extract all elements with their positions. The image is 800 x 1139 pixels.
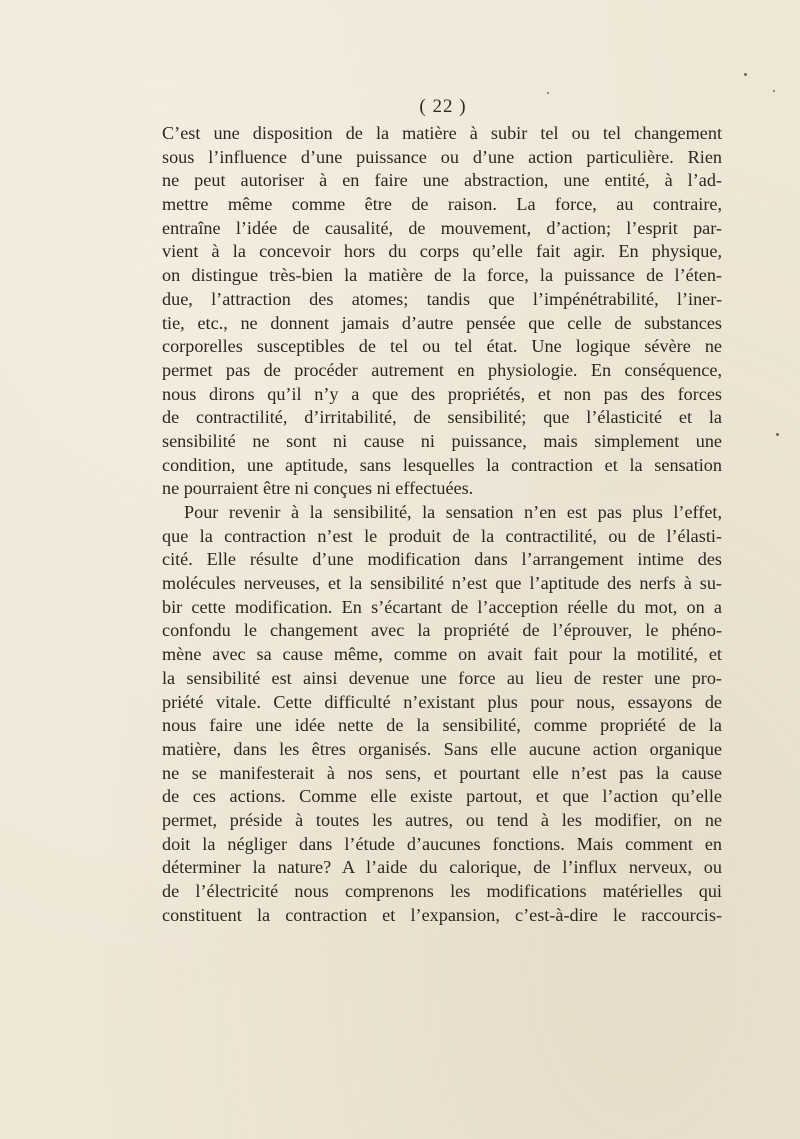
text-line: bir cette modification. En s’écartant de l’acception réelle du mot, on a xyxy=(162,596,722,617)
page-number: ( 22 ) xyxy=(419,96,467,117)
text-line: ne peut autoriser à en faire une abstraction, une entité, à l’ad- xyxy=(162,170,722,191)
text-line: matière, dans les êtres organisés. Sans elle aucune action organique xyxy=(162,738,722,759)
text-line: ne pourraient être ni conçues ni effectuées. xyxy=(162,478,474,499)
text-line: déterminer la nature? A l’aide du calorique, de l’influx nerveux, ou xyxy=(162,857,722,878)
text-line: C’est une disposition de la matière à subir tel ou tel changement xyxy=(162,123,722,143)
text-line: nous dirons qu’il n’y a que des propriétés, et non pas des forces xyxy=(162,383,722,404)
text-line: de contractilité, d’irritabilité, de sensibilité; que l’élasticité et la xyxy=(162,407,722,428)
paper-speck xyxy=(547,92,549,94)
paper-speck xyxy=(776,433,779,436)
text-line: mène avec sa cause même, comme on avait fait pour la motilité, et xyxy=(162,644,722,665)
text-line: ne se manifesterait à nos sens, et pourtant elle n’est pas la cause xyxy=(162,762,722,783)
paragraph-start-line: Pour revenir à la sensibilité, la sensation n’en est pas plus l’effet, xyxy=(184,502,722,522)
text-line: confondu le changement avec la propriété de l’éprouver, le phéno- xyxy=(162,620,722,641)
text-line: que la contraction n’est le produit de la contractilité, ou de l’élasti- xyxy=(162,525,722,546)
text-line: sous l’influence d’une puissance ou d’une action particulière. Rien xyxy=(162,146,722,167)
text-line: nous faire une idée nette de la sensibilité, comme propriété de la xyxy=(162,715,722,736)
text-line: corporelles susceptibles de tel ou tel état. Une logique sévère ne xyxy=(162,336,722,357)
text-line: de l’électricité nous comprenons les modifications matérielles qui xyxy=(162,881,722,901)
text-line: sensibilité ne sont ni cause ni puissance, mais simplement une xyxy=(162,430,722,451)
text-line: cité. Elle résulte d’une modification dans l’arrangement intime des xyxy=(162,549,722,570)
text-line: vient à la concevoir hors du corps qu’elle fait agir. En physique, xyxy=(162,241,722,262)
text-line: on distingue très-bien la matière de la force, la puissance de l’éten- xyxy=(162,265,722,286)
text-line: constituent la contraction et l’expansion, c’est-à-dire le raccourcis- xyxy=(162,904,722,925)
text-line: molécules nerveuses, et la sensibilité n’est que l’aptitude des nerfs à su- xyxy=(162,573,722,594)
text-line: priété vitale. Cette difficulté n’existant plus pour nous, essayons de xyxy=(162,691,722,712)
paper-speck xyxy=(773,90,775,92)
text-line: tie, etc., ne donnent jamais d’autre pensée que celle de substances xyxy=(162,312,722,333)
text-line: doit la négliger dans l’étude d’aucunes fonctions. Mais comment en xyxy=(162,833,722,854)
text-line: condition, une aptitude, sans lesquelles la contraction et la sensation xyxy=(162,454,722,475)
text-line: permet, préside à toutes les autres, ou tend à les modifier, on ne xyxy=(162,809,722,830)
text-line: de ces actions. Comme elle existe partout, et que l’action qu’elle xyxy=(162,786,722,807)
text-line: entraîne l’idée de causalité, de mouvement, d’action; l’esprit par- xyxy=(162,217,722,238)
text-line: permet pas de procéder autrement en physiologie. En conséquence, xyxy=(162,359,722,380)
text-line: due, l’attraction des atomes; tandis que l’impénétrabilité, l’iner- xyxy=(162,288,722,309)
text-line: mettre même comme être de raison. La force, au contraire, xyxy=(162,194,722,215)
body-text xyxy=(162,122,722,927)
paper-speck xyxy=(744,73,747,76)
text-line: la sensibilité est ainsi devenue une force au lieu de rester une pro- xyxy=(162,667,722,688)
